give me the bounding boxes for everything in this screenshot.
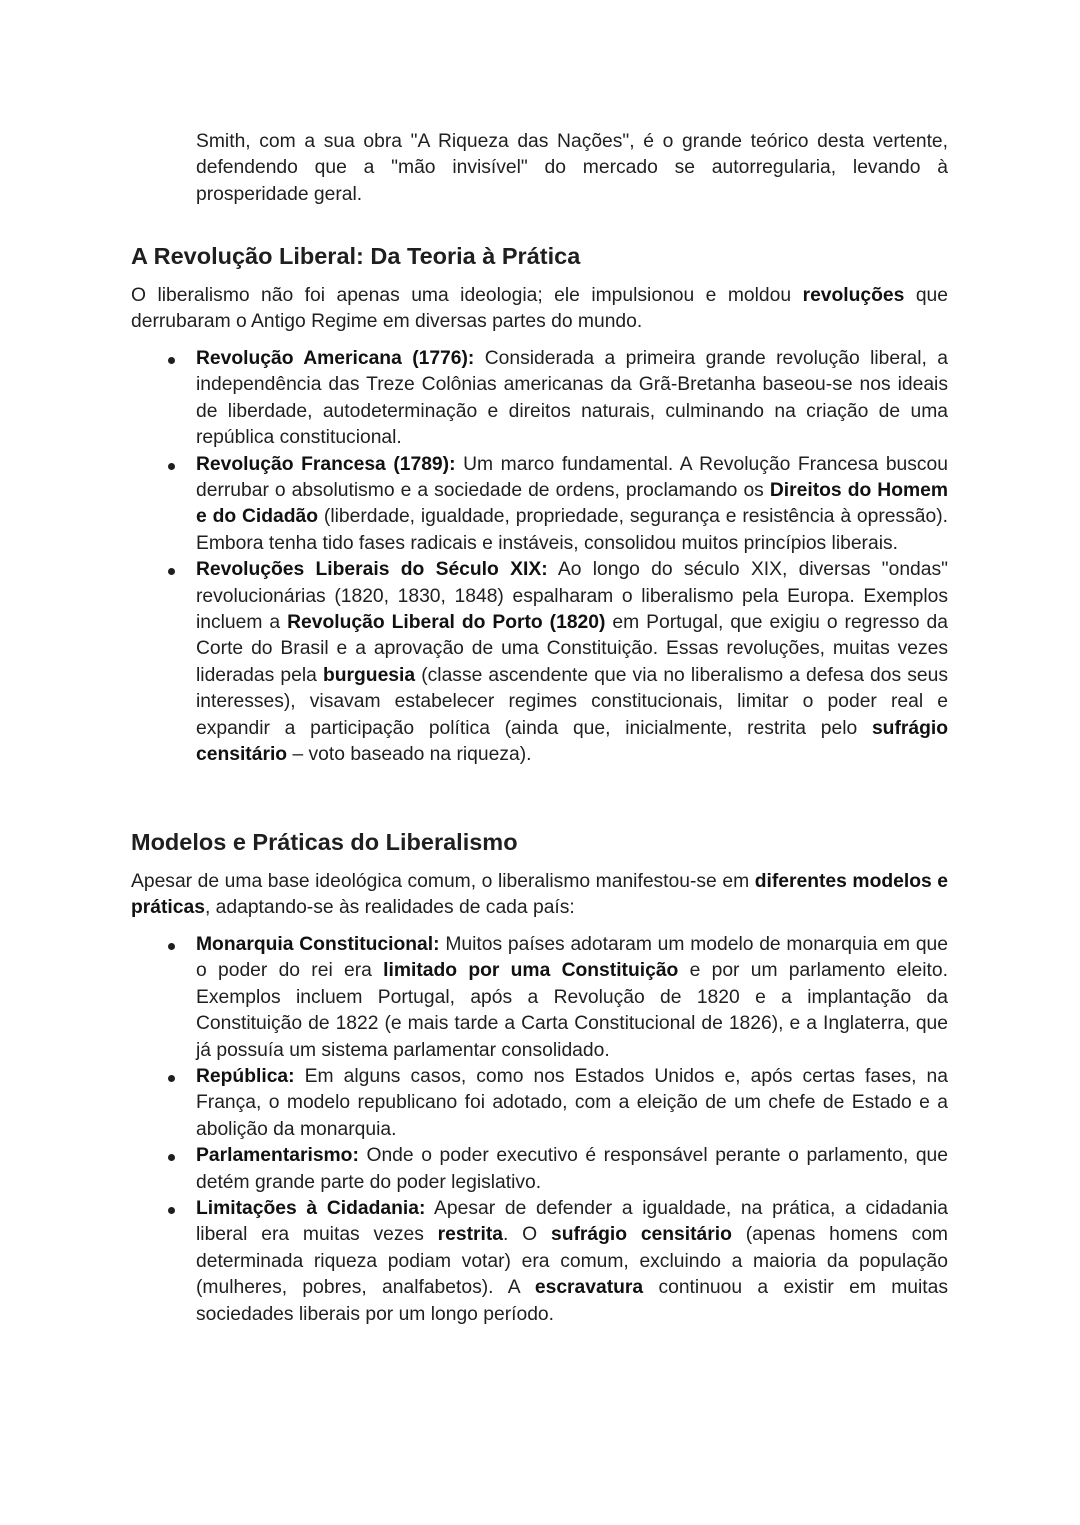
modelos-bullet-list [131, 932, 948, 1328]
bullet-icon [168, 568, 175, 575]
bullet-icon [168, 1154, 175, 1161]
intro-text: O liberalismo não foi apenas uma ideologia; ele impulsionou e moldou [131, 285, 803, 306]
intro-text: , adaptando-se às realidades de cada país: [204, 897, 575, 919]
item-title: República: [196, 1066, 295, 1088]
section-heading-revolucao-liberal: A Revolução Liberal: Da Teoria à Prática [131, 243, 581, 269]
intro-paragraph-revolucao [131, 283, 948, 336]
item-bold-term: Direitos do Homem e do Cidadão [196, 480, 948, 528]
item-text: Onde o poder executivo é responsável perante o parlamento, que detém grande parte do poder legislativo. [196, 1145, 948, 1193]
list-item-revolucao-americana [131, 346, 948, 452]
continuation-paragraph: Smith, com a sua obra "A Riqueza das Nações", é o grande teórico desta vertente, defendendo que a "mão invisível" do mercado se autorregularia, levando à prosperidade geral. [196, 131, 948, 205]
bullet-icon [168, 463, 175, 470]
item-title: Monarquia Constitucional: [196, 934, 440, 955]
item-title: Revoluções Liberais do Século XIX: [196, 559, 548, 581]
list-item-republica [131, 1064, 948, 1143]
item-text: . O [503, 1224, 551, 1246]
item-title: Limitações à Cidadania: [196, 1198, 426, 1220]
item-title: Parlamentarismo: [196, 1145, 359, 1167]
item-text: – voto baseado na riqueza). [287, 744, 532, 766]
item-text: (liberdade, igualdade, propriedade, segurança e resistência à opressão). Embora tenha tido fases radicais e instáveis, consolidou muitos princípios liberais. [196, 506, 949, 554]
intro-bold-term: revoluções [802, 285, 905, 306]
item-title: Revolução Francesa (1789): [196, 453, 456, 475]
item-bold-term: Revolução Liberal do Porto (1820) [287, 612, 606, 634]
revolucoes-bullet-list [131, 346, 948, 769]
item-bold-term: limitado por uma Constituição [383, 960, 679, 982]
item-text: Considerada a primeira grande revolução liberal, a independência das Treze Colônias americanas da Grã-Bretanha baseou-se nos ideais de liberdade, autodeterminação e direitos naturais, culminando na criação de uma república constitucional. [196, 348, 949, 449]
bullet-icon [168, 1207, 175, 1214]
item-text: Em alguns casos, como nos Estados Unidos e, após certas fases, na França, o modelo republicano foi adotado, com a eleição de um chefe de Estado e a abolição da monarquia. [196, 1066, 948, 1140]
item-bold-term: escravatura [534, 1277, 644, 1299]
bullet-icon [168, 357, 175, 364]
item-text: (classe ascendente que via no liberalismo a defesa dos seus interesses), visavam estabelecer regimes constitucionais, limitar o poder real e expandir a participação política (ainda que, inicialmente, restrita pelo [196, 664, 948, 739]
item-text: Apesar de defender a igualdade, na prática, a cidadania liberal era muitas vezes [196, 1198, 948, 1246]
intro-paragraph-modelos [131, 869, 948, 922]
item-text: continuou a existir em muitas sociedades liberais por um longo período. [196, 1277, 949, 1325]
bullet-icon [168, 943, 175, 950]
bullet-icon [168, 1075, 175, 1082]
item-title: Revolução Americana (1776): [196, 348, 475, 369]
intro-bold-term: diferentes modelos e práticas [131, 871, 948, 919]
list-item-parlamentarismo [131, 1143, 948, 1196]
item-text: Muitos países adotaram um modelo de monarquia em que o poder do rei era [196, 934, 949, 982]
section-heading-modelos-praticas: Modelos e Práticas do Liberalismo [131, 829, 518, 855]
intro-text: que derrubaram o Antigo Regime em diversas partes do mundo. [131, 285, 948, 333]
item-text: em Portugal, que exigiu o regresso da Corte do Brasil e a aprovação de uma Constituição. Essas revoluções, muitas vezes lideradas pela [196, 612, 948, 686]
item-text: e por um parlamento eleito. Exemplos incluem Portugal, após a Revolução de 1820 e a implantação da Constituição de 1822 (e mais tarde a Carta Constitucional de 1826), e a Inglaterra, que já possuía um sistema parlamentar consolidado. [196, 960, 948, 1061]
item-bold-term: burguesia [322, 664, 416, 686]
intro-text: Apesar de uma base ideológica comum, o liberalismo manifestou-se em [131, 871, 755, 892]
item-bold-term: sufrágio censitário [550, 1224, 732, 1246]
list-item-limitacoes-cidadania [131, 1196, 948, 1328]
item-bold-term: restrita [437, 1224, 504, 1246]
item-bold-term: sufrágio censitário [196, 717, 948, 766]
item-text: Ao longo do século XIX, diversas "ondas" revolucionárias (1820, 1830, 1848) espalharam o liberalismo pela Europa. Exemplos incluem a [196, 559, 948, 634]
item-text: Um marco fundamental. A Revolução Francesa buscou derrubar o absolutismo e a sociedade de ordens, proclamando os [196, 453, 949, 502]
item-text: (apenas homens com determinada riqueza podiam votar) era comum, excluindo a maioria da população (mulheres, pobres, analfabetos). A [196, 1224, 948, 1299]
list-item-revolucoes-seculo-xix [131, 557, 948, 768]
list-item-monarquia-constitucional [131, 932, 948, 1064]
list-item-revolucao-francesa [131, 452, 948, 558]
